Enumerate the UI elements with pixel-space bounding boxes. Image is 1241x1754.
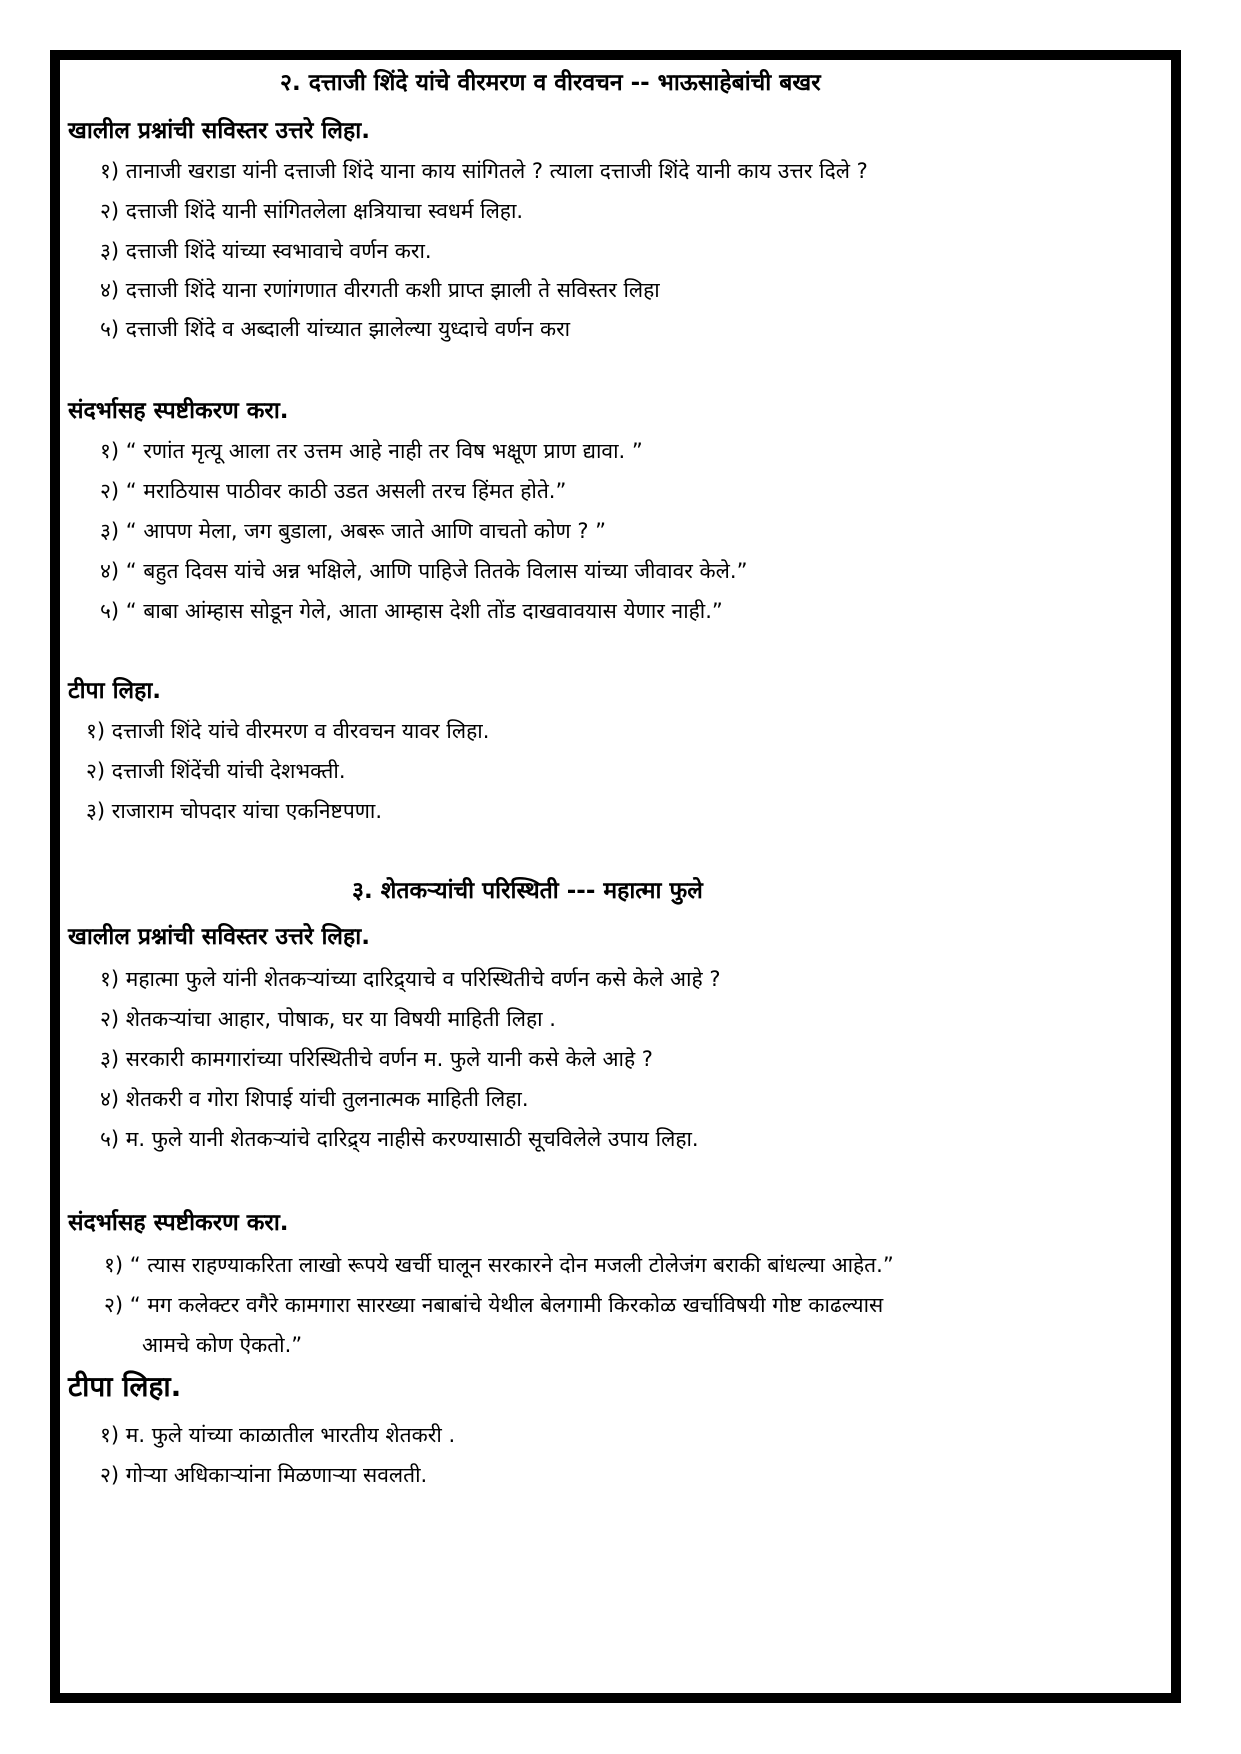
question-item: १) महात्मा फुले यांनी शेतकऱ्यांच्या दारिद्र्याचे व परिस्थितीचे वर्णन कसे केले आहे ? [100, 967, 721, 991]
lesson-3-title: ३. शेतकऱ्यांची परिस्थिती --- महात्मा फुले [352, 878, 703, 904]
long-answer-heading: खालील प्रश्नांची सविस्तर उत्तरे लिहा. [68, 118, 370, 144]
question-item: ४) दत्ताजी शिंदे याना रणांगणात वीरगती कशी प्राप्त झाली ते सविस्तर लिहा [100, 278, 660, 302]
note-item: २) दत्ताजी शिंदेंची यांची देशभक्ती. [86, 759, 346, 783]
long-answer-heading: खालील प्रश्नांची सविस्तर उत्तरे लिहा. [68, 924, 370, 950]
note-item: १) दत्ताजी शिंदे यांचे वीरमरण व वीरवचन यावर लिहा. [86, 719, 490, 743]
context-item: ५) “ बाबा आंम्हास सोडून गेले, आता आम्हास देशी तोंड दाखवावयास येणार नाही.” [100, 599, 723, 623]
context-item: ३) “ आपण मेला, जग बुडाला, अबरू जाते आणि वाचतो कोण ? ” [100, 519, 607, 543]
context-item: १) “ रणांत मृत्यू आला तर उत्तम आहे नाही तर विष भक्षूण प्राण द्यावा. ” [100, 439, 643, 463]
question-item: १) तानाजी खराडा यांनी दत्ताजी शिंदे याना काय सांगितले ? त्याला दत्ताजी शिंदे यानी काय उत्तर दिले ? [100, 159, 868, 183]
question-item: २) दत्ताजी शिंदे यानी सांगितलेला क्षत्रियाचा स्वधर्म लिहा. [100, 199, 524, 223]
context-item: ४) “ बहुत दिवस यांचे अन्न भक्षिले, आणि पाहिजे तितके विलास यांच्या जीवावर केले.” [100, 559, 748, 583]
question-item: २) शेतकऱ्यांचा आहार, पोषाक, घर या विषयी माहिती लिहा . [100, 1007, 556, 1031]
question-item: ३) सरकारी कामगारांच्या परिस्थितीचे वर्णन म. फुले यानी कसे केले आहे ? [100, 1047, 653, 1071]
lesson-2-title: २. दत्ताजी शिंदे यांचे वीरमरण व वीरवचन -- भाऊसाहेबांची बखर [280, 70, 821, 96]
question-item: ४) शेतकरी व गोरा शिपाई यांची तुलनात्मक माहिती लिहा. [100, 1087, 529, 1111]
question-item: ५) म. फुले यानी शेतकऱ्यांचे दारिद्र्य नाहीसे करण्यासाठी सूचविलेले उपाय लिहा. [100, 1127, 699, 1151]
context-heading: संदर्भासह स्पष्टीकरण करा. [68, 398, 289, 424]
context-heading: संदर्भासह स्पष्टीकरण करा. [68, 1210, 289, 1236]
note-item: १) म. फुले यांच्या काळातील भारतीय शेतकरी . [100, 1423, 456, 1447]
context-item: २) “ मग कलेक्टर वगैरे कामगारा सारख्या नबाबांचे येथील बेलगामी किरकोळ खर्चाविषयी गोष्ट काढल्यास [104, 1293, 884, 1317]
note-item: २) गोऱ्या अधिकाऱ्यांना मिळणाऱ्या सवलती. [100, 1463, 428, 1487]
context-item: १) “ त्यास राहण्याकरिता लाखो रूपये खर्ची घालून सरकारने दोन मजली टोलेजंग बराकी बांधल्या आहेत.” [104, 1253, 894, 1277]
context-item: २) “ मराठियास पाठीवर काठी उडत असली तरच हिंमत होते.” [100, 479, 567, 503]
notes-heading: टीपा लिहा. [68, 678, 162, 704]
note-item: ३) राजाराम चोपदार यांचा एकनिष्टपणा. [86, 799, 383, 823]
context-item-continuation: आमचे कोण ऐकतो.” [142, 1333, 303, 1357]
notes-heading: टीपा लिहा. [68, 1370, 182, 1403]
question-item: ३) दत्ताजी शिंदे यांच्या स्वभावाचे वर्णन करा. [100, 239, 432, 263]
question-item: ५) दत्ताजी शिंदे व अब्दाली यांच्यात झालेल्या युध्दाचे वर्णन करा [100, 317, 571, 341]
